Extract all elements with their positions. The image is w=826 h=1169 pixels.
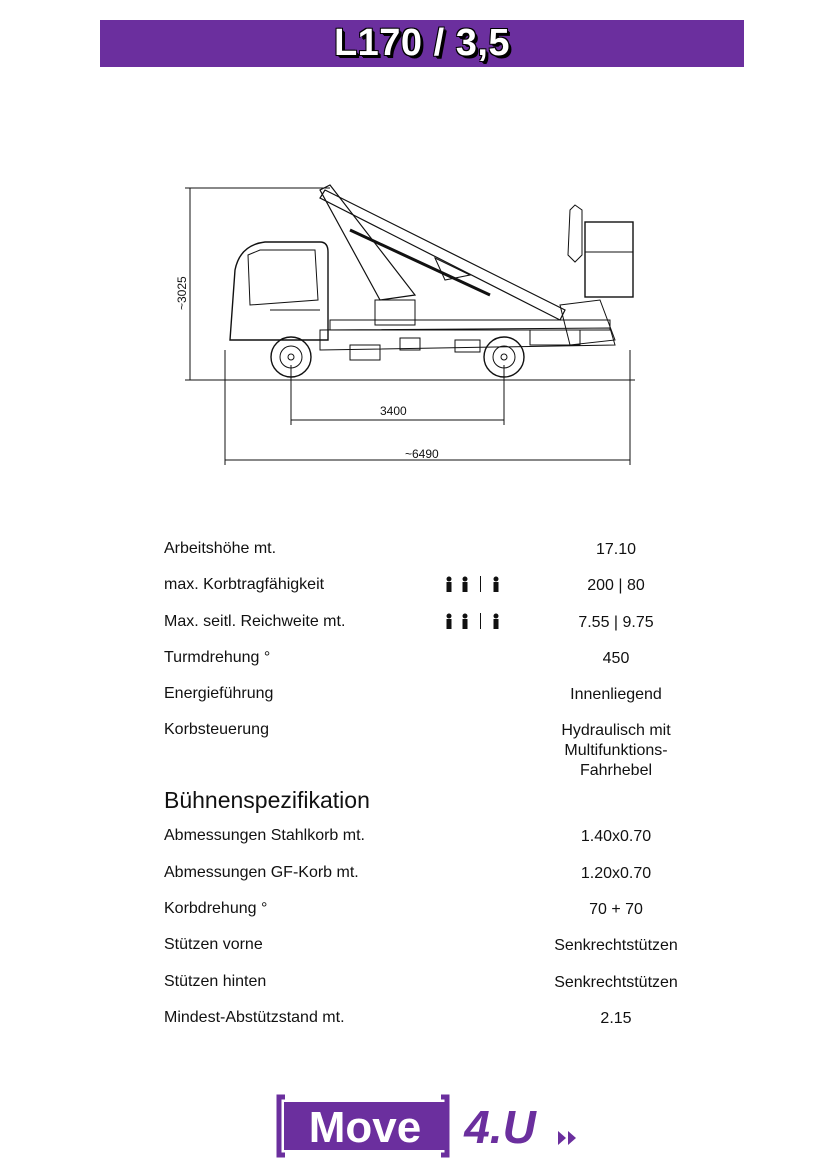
spec-label: Stützen vorne [164,936,263,954]
spec-row [164,1007,684,1043]
spec-row [164,538,684,574]
wheelbase-label: 3400 [380,404,407,418]
height-label: ~3025 [175,276,189,310]
spec-value: 1.40x0.70 [580,828,652,846]
spec-value: 200 | 80 [587,577,645,595]
spec-label: Arbeitshöhe mt. [164,540,277,557]
spec-label: Abmessungen Stahlkorb mt. [164,827,365,845]
person-icon [460,613,470,629]
spec-value: 2.15 [600,1009,632,1027]
spec-label: Korbsteuerung [164,721,269,739]
spec-table [164,538,684,1043]
spec-label: Energieführung [164,685,274,703]
spec-row [164,862,684,898]
spec-value: 17.10 [595,541,637,558]
person-icon [491,576,501,592]
spec-value: 70 + 70 [589,901,643,919]
spec-value-line: Multifunktions- [564,742,668,760]
move4u-logo [275,1093,585,1159]
spec-value: Senkrechtstützen [554,937,678,955]
spec-value-line: Hydraulisch mit [561,722,671,740]
spec-row [164,683,684,719]
persons-icon-group [444,576,501,592]
section-title: Bühnenspezifikation [164,787,370,814]
person-icon [491,613,501,629]
logo-text-right: 4.U [464,1101,536,1153]
spec-row [164,574,684,610]
length-label: ~6490 [405,447,439,461]
person-icon [460,576,470,592]
spec-value: 450 [602,649,630,667]
spec-value: Innenliegend [570,686,662,704]
spec-row [164,825,684,861]
spec-row [164,971,684,1007]
spec-row [164,611,684,647]
boom-lower [320,185,415,300]
spec-value: 1.20x0.70 [580,864,652,882]
spec-row [164,647,684,683]
spec-label: Turmdrehung ° [164,648,271,666]
spec-row [164,934,684,970]
title-bar [100,20,744,67]
separator [480,576,481,592]
spec-value-line: Fahrhebel [579,762,653,780]
truck-drawing [170,180,640,470]
logo-text-left: Move [308,1103,422,1152]
person-icon [444,613,454,629]
cab [230,242,328,340]
separator [480,613,481,629]
spec-row [164,898,684,934]
basket [585,222,633,297]
persons-icon-group [444,613,501,629]
spec-label: Abmessungen GF-Korb mt. [164,863,359,881]
spec-label: Stützen hinten [164,972,267,990]
spec-row [164,719,684,780]
page-title: L170 / 3,5 [333,22,511,64]
spec-label: Mindest-Abstützstand mt. [164,1008,345,1026]
spec-value: 7.55 | 9.75 [578,613,654,631]
person-icon [444,576,454,592]
spec-value-multiline [516,721,716,781]
spec-label: max. Korbtragfähigkeit [164,576,325,594]
spec-label: Korbdrehung ° [164,900,268,918]
boom-upper [320,190,565,320]
arrows-icon [558,1131,576,1145]
spec-value: Senkrechtstützen [554,973,678,991]
spec-label: Max. seitl. Reichweite mt. [164,612,346,630]
